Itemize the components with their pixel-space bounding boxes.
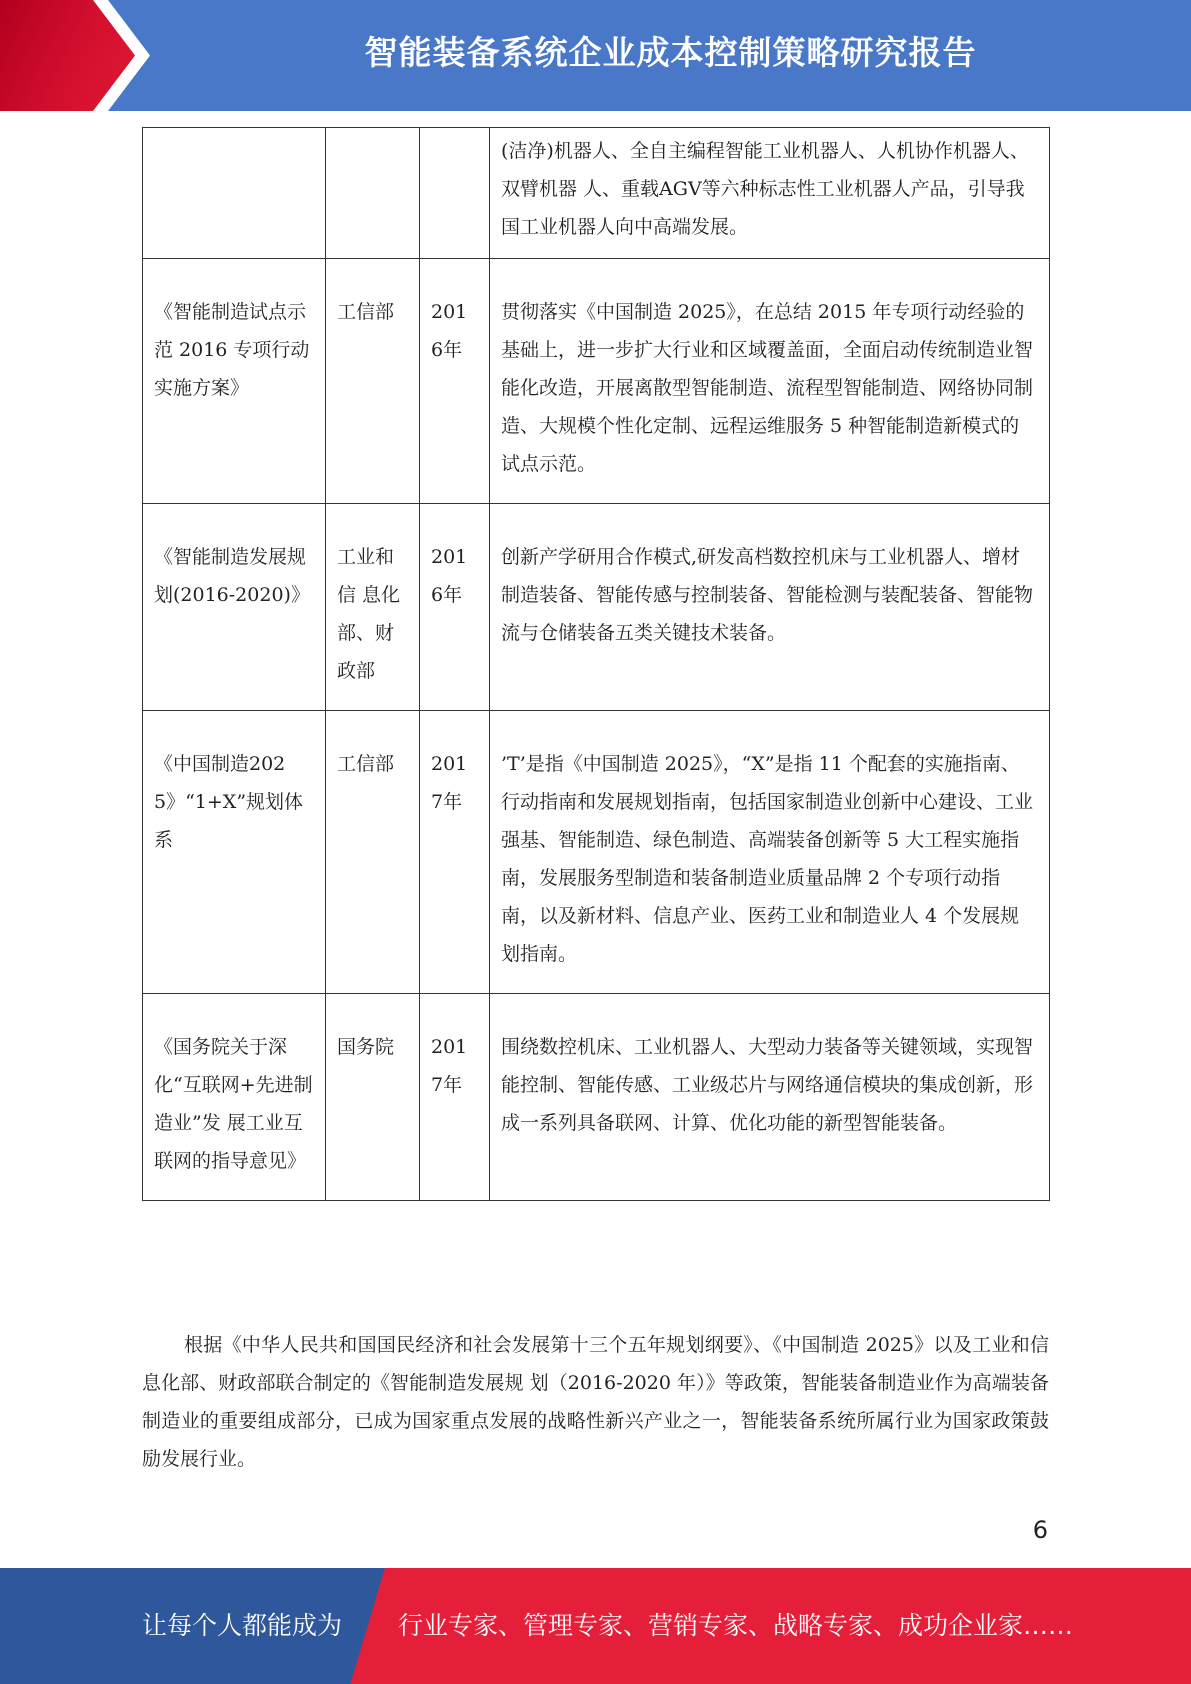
footer-slogan-right: 行业专家、管理专家、营销专家、战略专家、成功企业家…… xyxy=(398,1611,1074,1640)
policy-name xyxy=(143,128,326,259)
body-paragraph: 根据《中华人民共和国国民经济和社会发展第十三个五年规划纲要》、《中国制造 2025》以及工业和信息化部、财政部联合制定的《智能制造发展规 划（2016-2020 年）》等政策，智能装备制造业作为高端装备制造业的重要组成部分，已成为国家重点发展的战略性新兴产业之一，智能装备系统所属行业为国家政策鼓励发展行业。 xyxy=(142,1334,1049,1470)
policy-year: 2017年 xyxy=(420,711,490,994)
page-footer xyxy=(0,1568,1191,1684)
policy-year: 2016年 xyxy=(420,259,490,504)
policy-name: 《智能制造发展规划(2016-2020)》 xyxy=(143,504,326,711)
policy-table xyxy=(142,127,1050,1201)
policy-name: 《中国制造2025》“1+X”规划体系 xyxy=(143,711,326,994)
policy-dept xyxy=(326,128,420,259)
table-row xyxy=(143,128,1050,259)
policy-content: (洁净)机器人、全自主编程智能工业机器人、人机协作机器人、双臂机器 人、重载AGV等六种标志性工业机器人产品，引导我国工业机器人向中高端发展。 xyxy=(490,128,1050,259)
table-row xyxy=(143,994,1050,1201)
policy-name: 《国务院关于深化“互联网+先进制造业”发 展工业互联网的指导意见》 xyxy=(143,994,326,1201)
policy-content: 贯彻落实《中国制造 2025》，在总结 2015 年专项行动经验的基础上，进一步扩大行业和区域覆盖面，全面启动传统制造业智能化改造，开展离散型智能制造、流程型智能制造、网络协同制造、大规模个性化定制、远程运维服务 5 种智能制造新模式的试点示范。 xyxy=(490,259,1050,504)
policy-dept: 工信部 xyxy=(326,259,420,504)
footer-slogan-left: 让每个人都能成为 xyxy=(142,1611,343,1640)
table-row xyxy=(143,711,1050,994)
policy-content: ’T’是指《中国制造 2025》，“X”是指 11 个配套的实施指南、行动指南和发展规划指南，包括国家制造业创新中心建设、工业强基、智能制造、绿色制造、高端装备创新等 5 大工程实施指南，发展服务型制造和装备制造业质量品牌 2 个专项行动指南，以及新材料、信息产业、医药工业和制造业人 4 个发展规划指南。 xyxy=(490,711,1050,994)
policy-dept: 工业和信 息化部、财政部 xyxy=(326,504,420,711)
policy-year xyxy=(420,128,490,259)
report-title: 智能装备系统企业成本控制策略研究报告 xyxy=(364,33,977,72)
table-row xyxy=(143,259,1050,504)
policy-dept: 国务院 xyxy=(326,994,420,1201)
policy-content: 创新产学研用合作模式,研发高档数控机床与工业机器人、增材制造装备、智能传感与控制装备、智能检测与装配装备、智能物流与仓储装备五类关键技术装备。 xyxy=(490,504,1050,711)
table-row xyxy=(143,504,1050,711)
policy-content: 围绕数控机床、工业机器人、大型动力装备等关键领域，实现智能控制、智能传感、工业级芯片与网络通信模块的集成创新，形成一系列具备联网、计算、优化功能的新型智能装备。 xyxy=(490,994,1050,1201)
policy-year: 2016年 xyxy=(420,504,490,711)
page-number: 6 xyxy=(1032,1516,1048,1544)
policy-year: 2017年 xyxy=(420,994,490,1201)
header-red-chevron xyxy=(0,0,150,111)
policy-name: 《智能制造试点示范 2016 专项行动实施方案》 xyxy=(143,259,326,504)
page-header xyxy=(0,0,1191,111)
policy-dept: 工信部 xyxy=(326,711,420,994)
